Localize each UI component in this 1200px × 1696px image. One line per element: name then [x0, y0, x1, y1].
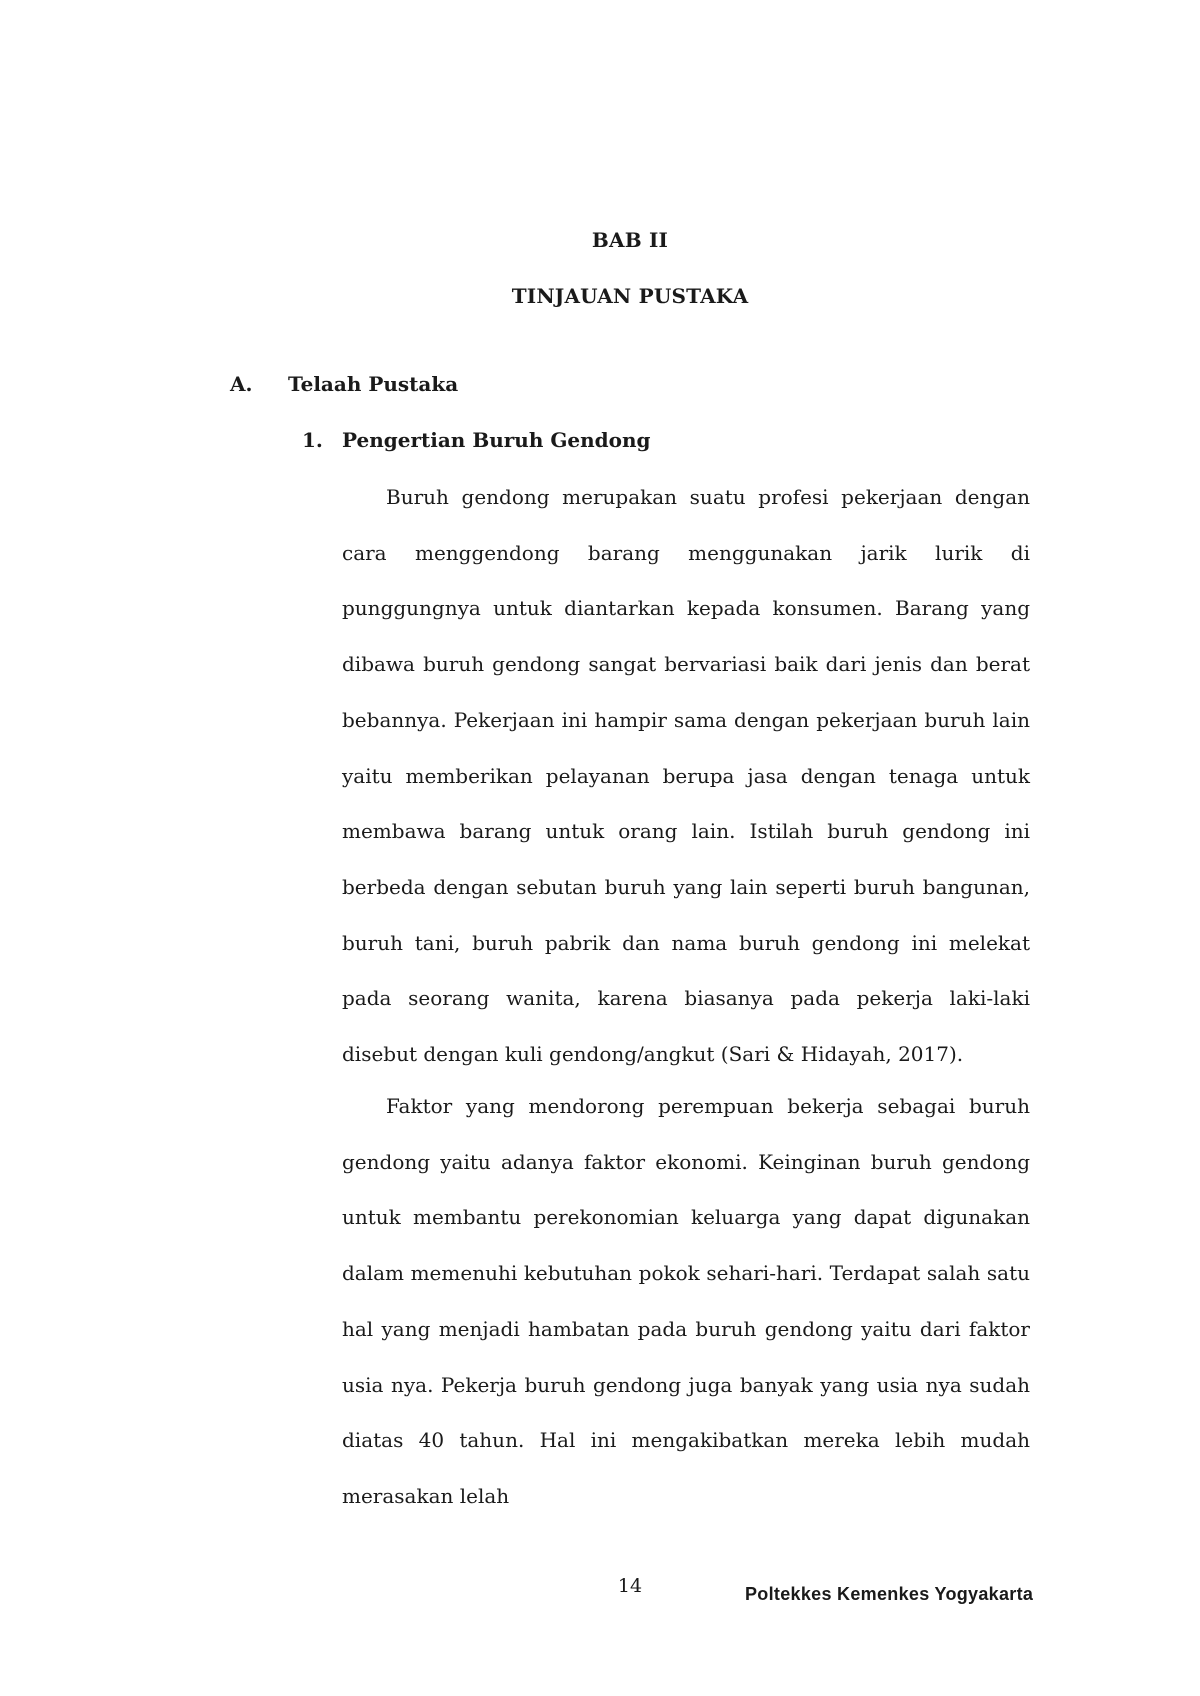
section-title: Telaah Pustaka	[288, 372, 459, 396]
chapter-heading: BAB II	[591, 228, 669, 252]
section-number: A.	[230, 372, 253, 396]
subsection-number: 1.	[302, 428, 323, 452]
chapter-title: TINJAUAN PUSTAKA	[511, 284, 749, 308]
footer-institution: Poltekkes Kemenkes Yogyakarta	[745, 1584, 1034, 1604]
subsection-heading	[302, 428, 651, 452]
section-heading	[230, 372, 458, 396]
page-number: 14	[617, 1575, 643, 1597]
body-paragraph: Buruh gendong merupakan suatu profesi pekerjaan dengan cara menggendong barang menggunakan jarik lurik di punggungnya untuk diantarkan kepada konsumen. Barang yang dibawa buruh gendong sangat bervariasi baik dari jenis dan berat bebannya. Pekerjaan ini hampir sama dengan pekerjaan buruh lain yaitu memberikan pelayanan berupa jasa dengan tenaga untuk membawa barang untuk orang lain. Istilah buruh gendong ini berbeda dengan sebutan buruh yang lain seperti buruh bangunan, buruh tani, buruh pabrik dan nama buruh gendong ini melekat pada seorang wanita, karena biasanya pada pekerja laki-laki disebut dengan kuli gendong/angkut (Sari & Hidayah, 2017).	[342, 485, 1030, 1067]
subsection-title: Pengertian Buruh Gendong	[342, 428, 651, 452]
body-paragraph: Faktor yang mendorong perempuan bekerja sebagai buruh gendong yaitu adanya faktor ekonomi. Keinginan buruh gendong untuk membantu perekonomian keluarga yang dapat digunakan dalam memenuhi kebutuhan pokok sehari-hari. Terdapat salah satu hal yang menjadi hambatan pada buruh gendong yaitu dari faktor usia nya. Pekerja buruh gendong juga banyak yang usia nya sudah diatas 40 tahun. Hal ini mengakibatkan mereka lebih mudah merasakan lelah	[342, 1094, 1030, 1508]
